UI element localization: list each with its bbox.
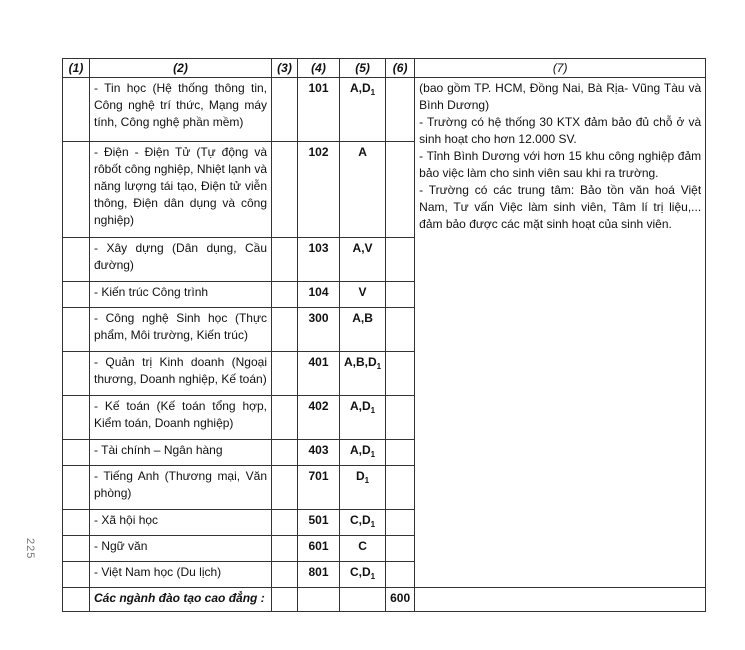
header-col-5: (5) bbox=[340, 59, 386, 78]
row-col-4 bbox=[298, 588, 340, 612]
row-col-1 bbox=[63, 238, 90, 282]
note-item: - Trường có hệ thống 30 KTX đảm bảo đủ chỗ ở và sinh hoạt cho hơn 12.000 SV. bbox=[419, 115, 702, 146]
row-col-6 bbox=[386, 562, 415, 588]
exam-block: $C,D_1$ bbox=[340, 562, 386, 588]
program-name: - Việt Nam học (Du lịch) bbox=[90, 562, 272, 588]
header-col-1: (1) bbox=[63, 59, 90, 78]
row-col-1 bbox=[63, 282, 90, 308]
table-row bbox=[63, 78, 706, 142]
row-col-3 bbox=[272, 396, 298, 440]
row-col-6 bbox=[386, 352, 415, 396]
row-col-3 bbox=[272, 440, 298, 466]
row-col-1 bbox=[63, 396, 90, 440]
row-col-6 bbox=[386, 466, 415, 510]
header-col-7: (7) bbox=[415, 59, 706, 78]
row-col-6 bbox=[386, 440, 415, 466]
exam-block: $A,D_1$ bbox=[340, 440, 386, 466]
program-name: - Kế toán (Kế toán tổng hợp, Kiểm toán, Doanh nghiệp) bbox=[90, 396, 272, 440]
program-code: 403 bbox=[298, 440, 340, 466]
exam-block: A bbox=[340, 142, 386, 238]
row-col-3 bbox=[272, 282, 298, 308]
row-col-6 bbox=[386, 238, 415, 282]
program-code: 102 bbox=[298, 142, 340, 238]
program-code: 103 bbox=[298, 238, 340, 282]
row-col-1 bbox=[63, 536, 90, 562]
quota-total: 600 bbox=[386, 588, 415, 612]
note-item: - Tỉnh Bình Dương với hơn 15 khu công nghiệp đảm bảo việc làm cho sinh viên sau khi ra trường. bbox=[419, 149, 702, 180]
program-name: - Xã hội học bbox=[90, 510, 272, 536]
row-col-3 bbox=[272, 536, 298, 562]
row-col-1 bbox=[63, 352, 90, 396]
program-name: - Tin học (Hệ thống thông tin, Công nghệ trí thức, Mạng máy tính, Công nghệ phần mềm) bbox=[90, 78, 272, 142]
program-name: - Tiếng Anh (Thương mại, Văn phòng) bbox=[90, 466, 272, 510]
notes-cell bbox=[415, 78, 706, 588]
exam-block: $A,B,D_1$ bbox=[340, 352, 386, 396]
exam-block: A,B bbox=[340, 308, 386, 352]
row-col-1 bbox=[63, 510, 90, 536]
section-label: Các ngành đào tạo cao đẳng : bbox=[90, 588, 272, 612]
row-col-3 bbox=[272, 308, 298, 352]
admissions-table bbox=[62, 58, 706, 612]
row-col-3 bbox=[272, 588, 298, 612]
program-code: 300 bbox=[298, 308, 340, 352]
row-col-3 bbox=[272, 238, 298, 282]
row-col-6 bbox=[386, 142, 415, 238]
header-col-3: (3) bbox=[272, 59, 298, 78]
header-col-4: (4) bbox=[298, 59, 340, 78]
note-item: (bao gồm TP. HCM, Đồng Nai, Bà Rịa- Vũng Tàu và Bình Dương) bbox=[419, 81, 702, 112]
page-number: 225 bbox=[24, 538, 36, 560]
row-col-3 bbox=[272, 510, 298, 536]
row-col-5 bbox=[340, 588, 386, 612]
exam-block: $A,D_1$ bbox=[340, 396, 386, 440]
row-col-1 bbox=[63, 440, 90, 466]
row-col-1 bbox=[63, 308, 90, 352]
row-col-3 bbox=[272, 352, 298, 396]
row-col-6 bbox=[386, 282, 415, 308]
program-code: 601 bbox=[298, 536, 340, 562]
row-col-6 bbox=[386, 78, 415, 142]
program-name: - Quản trị Kinh doanh (Ngoại thương, Doanh nghiệp, Kế toán) bbox=[90, 352, 272, 396]
program-code: 701 bbox=[298, 466, 340, 510]
program-code: 401 bbox=[298, 352, 340, 396]
note-item: - Trường có các trung tâm: Bảo tồn văn hoá Việt Nam, Tư vấn Việc làm sinh viên, Tâm lí trị liệu,... đảm bảo được các mặt sinh hoạt của sinh viên. bbox=[419, 183, 702, 231]
header-row bbox=[63, 59, 706, 78]
row-col-1 bbox=[63, 562, 90, 588]
program-name: - Điện - Điện Tử (Tự động và rôbốt công nghiệp, Nhiệt lạnh và năng lượng tái tạo, Điện tử viễn thông, Điện dân dụng và công nghiệp) bbox=[90, 142, 272, 238]
header-col-6: (6) bbox=[386, 59, 415, 78]
exam-block: $A,D_1$ bbox=[340, 78, 386, 142]
row-col-6 bbox=[386, 396, 415, 440]
exam-block: $C,D_1$ bbox=[340, 510, 386, 536]
row-col-3 bbox=[272, 466, 298, 510]
row-col-1 bbox=[63, 142, 90, 238]
exam-block: V bbox=[340, 282, 386, 308]
row-col-6 bbox=[386, 308, 415, 352]
row-col-1 bbox=[63, 588, 90, 612]
row-col-6 bbox=[386, 536, 415, 562]
row-col-3 bbox=[272, 78, 298, 142]
program-name: - Ngữ văn bbox=[90, 536, 272, 562]
footer-row bbox=[63, 588, 706, 612]
exam-block: $D_1$ bbox=[340, 466, 386, 510]
program-code: 104 bbox=[298, 282, 340, 308]
program-code: 402 bbox=[298, 396, 340, 440]
program-name: - Xây dựng (Dân dụng, Cầu đường) bbox=[90, 238, 272, 282]
row-col-7 bbox=[415, 588, 706, 612]
exam-block: A,V bbox=[340, 238, 386, 282]
header-col-2: (2) bbox=[90, 59, 272, 78]
row-col-3 bbox=[272, 562, 298, 588]
program-name: - Tài chính – Ngân hàng bbox=[90, 440, 272, 466]
program-code: 501 bbox=[298, 510, 340, 536]
program-code: 101 bbox=[298, 78, 340, 142]
row-col-1 bbox=[63, 466, 90, 510]
program-name: - Kiến trúc Công trình bbox=[90, 282, 272, 308]
row-col-3 bbox=[272, 142, 298, 238]
exam-block: C bbox=[340, 536, 386, 562]
program-name: - Công nghệ Sinh học (Thực phẩm, Môi trường, Kiến trúc) bbox=[90, 308, 272, 352]
row-col-1 bbox=[63, 78, 90, 142]
row-col-6 bbox=[386, 510, 415, 536]
program-code: 801 bbox=[298, 562, 340, 588]
